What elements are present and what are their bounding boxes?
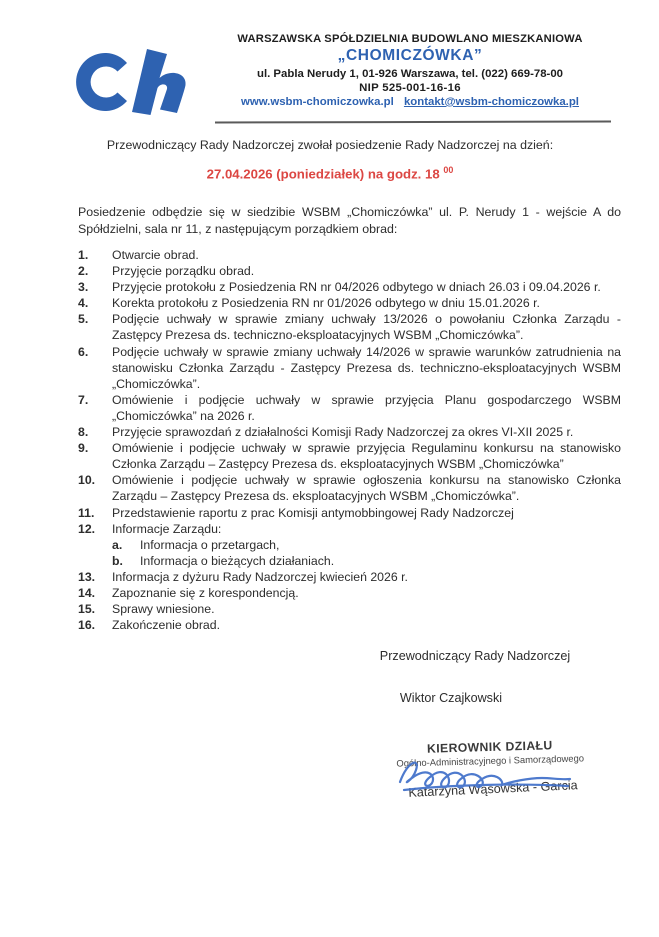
intro-paragraph: Posiedzenie odbędzie się w siedzibie WSBM „Chomiczówka” ul. P. Nerudy 1 - wejście A do Spółdzielni, sala nr 11, z następującym porządkiem obrad: [78, 205, 621, 236]
org-contacts [198, 96, 622, 108]
meeting-date: 27.04.2026 (poniedziałek) na godz. 18 [206, 166, 440, 182]
org-name-line1: WARSZAWSKA SPÓŁDZIELNIA BUDOWLANO MIESZKANIOWA [237, 33, 583, 45]
agenda-text: Podjęcie uchwały w sprawie zmiany uchwały 13/2026 o powołaniu Członka Zarządu - Zastępcy Prezesa ds. techniczno-eksploatacyjnych WSBM „Chomiczówka”. [112, 312, 621, 343]
agenda-text: Przedstawienie raportu z prac Komisji antymobbingowej Rady Nadzorczej [112, 505, 514, 520]
agenda-item [78, 279, 621, 295]
agenda-item [78, 569, 621, 585]
agenda-text: Przyjęcie protokołu z Posiedzenia RN nr 04/2026 odbytego w dniach 26.03 i 09.04.2026 r. [112, 280, 601, 295]
agenda-text: Informacje Zarządu: [112, 521, 222, 536]
agenda-text: Zapoznanie się z korespondencją. [112, 585, 299, 600]
agenda-item [78, 521, 621, 537]
agenda-text: Sprawy wniesione. [112, 602, 215, 617]
agenda-number: 4. [78, 296, 89, 311]
agenda-subitem [112, 553, 621, 569]
agenda-item [78, 424, 621, 440]
agenda-text: Omówienie i podjęcie uchwały w sprawie przyjęcia Planu gospodarczego WSBM „Chomiczówka” na 2026 r. [112, 392, 621, 423]
agenda-item [78, 392, 621, 424]
org-name-brand: „CHOMICZÓWKA” [337, 47, 483, 64]
agenda-number: 10. [78, 473, 96, 488]
agenda-item [78, 440, 621, 472]
agenda-text: Otwarcie obrad. [112, 248, 199, 262]
agenda-text: Omówienie i podjęcie uchwały w sprawie przyjęcia Regulaminu konkursu na stanowisko Członka Zarządu – Zastępcy Prezesa ds. eksploatacyjnych WSBM „Chomiczówka” [112, 441, 621, 472]
stamp-subtitle: Ogólno-Administracyjnego i Samorządowego [396, 752, 585, 769]
agenda-item [78, 247, 621, 263]
agenda-text: Omówienie i podjęcie uchwały w sprawie ogłoszenia konkursu na stanowisko Członka Zarządu – Zastępcy Prezesa ds. eksploatacyjnych WSBM „Chomiczówka”. [112, 473, 621, 504]
header-divider [215, 120, 611, 123]
agenda-subtext: Informacja o bieżących działaniach. [140, 553, 335, 568]
agenda-item [78, 585, 621, 601]
org-nip: NIP 525-001-16-16 [359, 82, 461, 94]
agenda-number: 3. [78, 280, 89, 295]
agenda-item [78, 505, 621, 521]
agenda-item [78, 617, 621, 633]
agenda-number: 9. [78, 441, 89, 456]
agenda-text: Podjęcie uchwały w sprawie zmiany uchwały 14/2026 w sprawie warunków zatrudnienia na stanowisku Członka Zarządu - Zastępcy Prezesa ds. techniczno-eksploatacyjnych WSBM „Chomiczówka”. [112, 344, 621, 391]
chairman-name: Wiktor Czajkowski [399, 691, 503, 705]
agenda-number: 16. [78, 618, 96, 633]
meeting-hour-superscript: 00 [443, 165, 454, 175]
org-address: ul. Pabla Nerudy 1, 01-926 Warszawa, tel. (022) 669-78-00 [256, 68, 563, 80]
agenda-item [78, 295, 621, 311]
agenda-number: 8. [78, 425, 89, 440]
agenda-item [78, 601, 621, 617]
agenda-list [78, 247, 621, 633]
stamp-title: KIEROWNIK DZIAŁU [426, 738, 553, 756]
agenda-number: 11. [78, 505, 95, 520]
agenda-number: 14. [78, 585, 96, 600]
letterhead [198, 33, 622, 108]
agenda-subtext: Informacja o przetargach, [140, 537, 280, 552]
agenda-number: 6. [78, 344, 89, 359]
agenda-text: Zakończenie obrad. [112, 618, 221, 633]
agenda-number: 13. [78, 569, 96, 584]
agenda-number: 5. [78, 312, 89, 327]
agenda-subletter: b. [112, 553, 123, 568]
stamp-signer-name: Katarzyna Wąsowska - Garcia [408, 778, 578, 800]
agenda-text: Przyjęcie porządku obrad. [112, 264, 255, 279]
announcement-line: Przewodniczący Rady Nadzorczej zwołał posiedzenie Rady Nadzorczej na dzień: [106, 138, 554, 152]
agenda-number: 2. [78, 264, 89, 279]
handwritten-signature-icon [392, 752, 578, 796]
agenda-item [78, 344, 621, 392]
email-link[interactable]: kontakt@wsbm-chomiczowka.pl [403, 96, 579, 108]
agenda-text: Korekta protokołu z Posiedzenia RN nr 01/2026 odbytego w dniu 15.01.2026 r. [112, 296, 540, 311]
agenda-subletter: a. [112, 537, 123, 552]
agenda-number: 15. [78, 602, 96, 617]
ch-logo-icon [70, 36, 204, 122]
meeting-date-line [66, 165, 594, 181]
chairman-role: Przewodniczący Rady Nadzorczej [379, 649, 571, 663]
agenda-number: 1. [78, 248, 89, 262]
agenda-item [78, 472, 621, 504]
agenda-item [78, 263, 621, 279]
agenda-number: 7. [78, 392, 89, 407]
agenda-text: Przyjęcie sprawozdań z działalności Komisji Rady Nadzorczej za okres VI-XII 2025 r. [112, 425, 574, 440]
agenda-text: Informacja z dyżuru Rady Nadzorczej kwiecień 2026 r. [112, 569, 408, 584]
website-link[interactable]: www.wsbm-chomiczowka.pl [241, 96, 394, 108]
agenda-number: 12. [78, 521, 96, 536]
agenda-item [78, 311, 621, 343]
agenda-subitem [112, 537, 621, 553]
